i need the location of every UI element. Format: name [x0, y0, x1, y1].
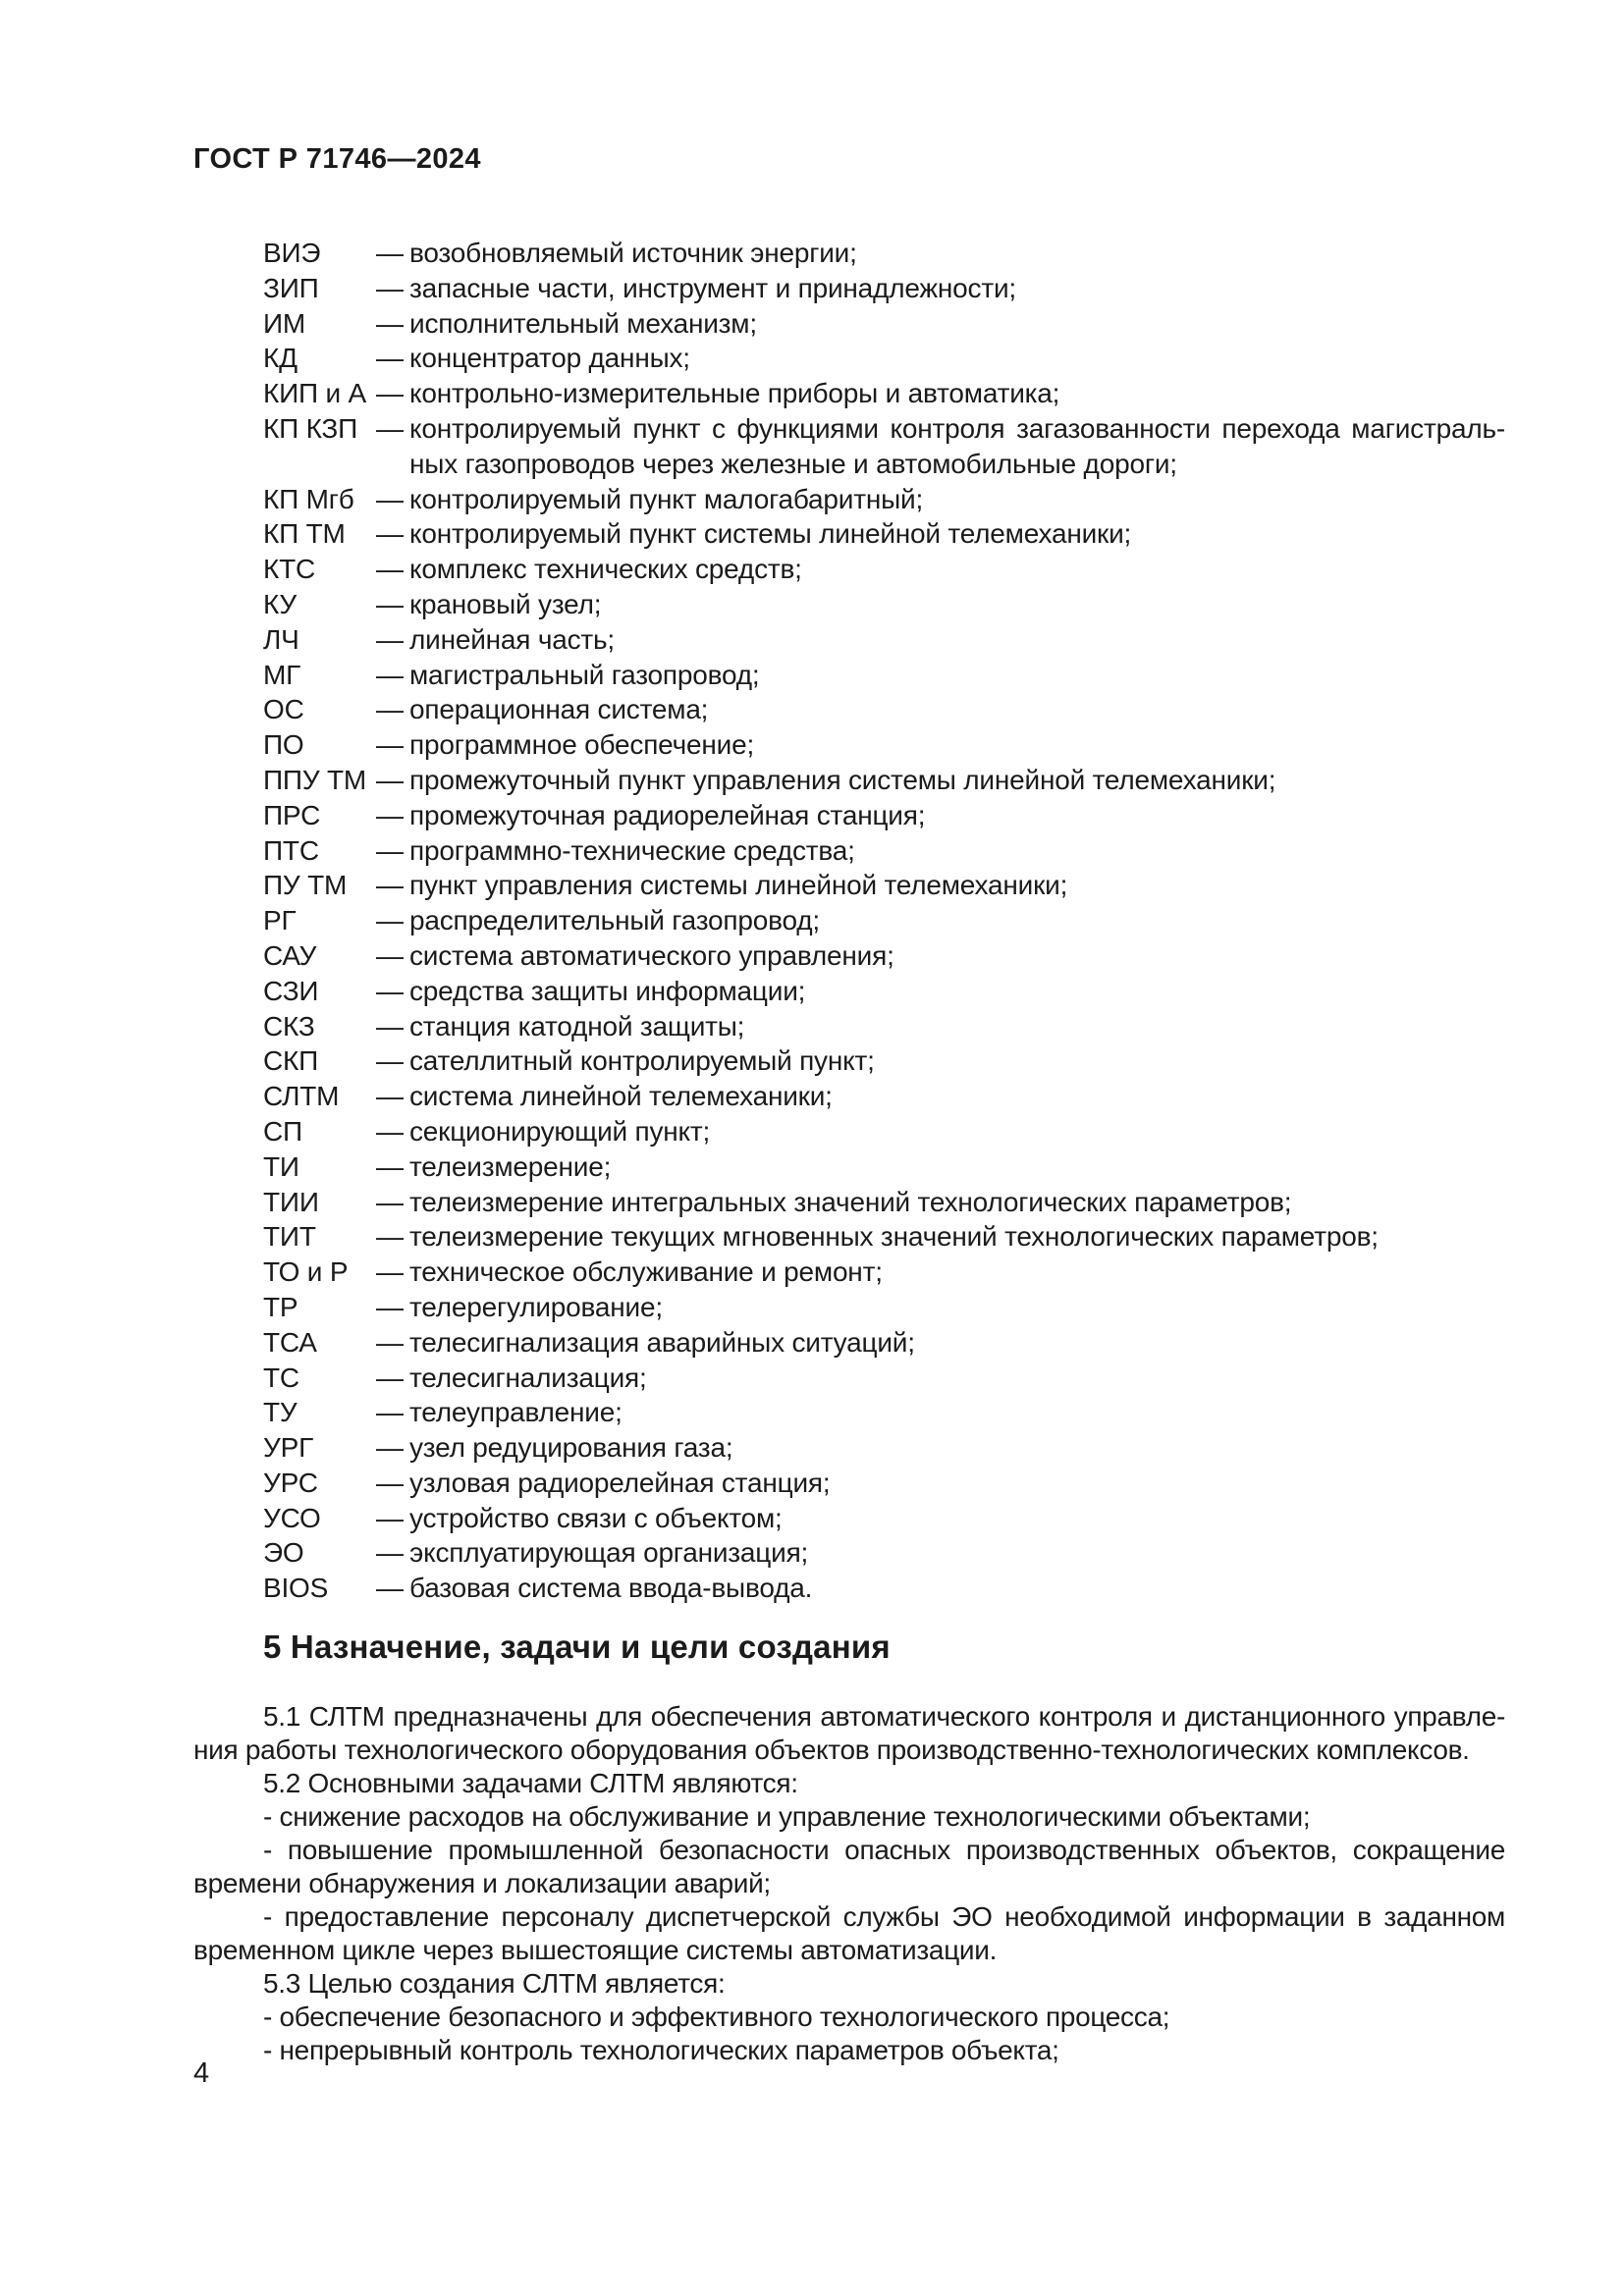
abbr-term: КП КЗП: [263, 412, 358, 444]
abbr-term: ПТС: [263, 834, 319, 866]
paragraph-line: 5.2 Основными задачами СЛТМ являются:: [263, 1768, 798, 1798]
abbr-dash: —: [376, 1573, 404, 1604]
abbr-definition: узел редуцирования газа;: [409, 1432, 733, 1464]
abbr-term: САУ: [263, 939, 317, 971]
abbr-term: КП ТМ: [263, 518, 346, 550]
abbreviation-row: [193, 1149, 1505, 1185]
abbr-dash: —: [376, 518, 404, 550]
abbr-term: УСО: [263, 1502, 321, 1533]
abbreviation-row: [193, 622, 1505, 658]
abbr-definition: распределительный газопровод;: [409, 905, 820, 936]
section-heading: 5 Назначение, задачи и цели создания: [263, 1629, 891, 1665]
abbr-definition: крановый узел;: [409, 588, 602, 619]
abbr-term: ЗИП: [263, 272, 319, 303]
abbr-dash: —: [376, 307, 404, 339]
abbreviation-list: [193, 236, 1505, 1606]
abbr-term: ТУ: [263, 1397, 298, 1428]
abbr-dash: —: [376, 378, 404, 409]
abbr-dash: —: [376, 1432, 404, 1464]
abbr-dash: —: [376, 1186, 404, 1217]
abbr-definition: магистральный газопровод;: [409, 659, 760, 690]
abbr-dash: —: [376, 1537, 404, 1569]
abbreviation-row: [193, 516, 1505, 552]
abbr-term: ТИИ: [263, 1186, 319, 1217]
abbr-definition-line: ных газопроводов через железные и автомобильные дороги;: [409, 448, 1177, 479]
abbr-definition: эксплуатирующая организация;: [409, 1537, 809, 1569]
abbreviation-row: [193, 833, 1505, 869]
abbreviation-row: [193, 1535, 1505, 1571]
abbr-dash: —: [376, 975, 404, 1006]
abbr-definition: операционная система;: [409, 694, 709, 725]
abbreviation-row: [193, 587, 1505, 622]
abbr-dash: —: [376, 623, 404, 655]
abbr-definition: узловая радиорелейная станция;: [409, 1467, 831, 1498]
paragraph-line: - предоставление персоналу диспетчерской службы ЭО необходимой информации в заданном: [263, 1901, 1505, 1932]
abbreviation-row: [193, 306, 1505, 342]
abbr-term: КП Мгб: [263, 483, 354, 514]
abbr-dash: —: [376, 1397, 404, 1428]
abbr-dash: —: [376, 659, 404, 690]
paragraph-line: времени обнаружения и локализации аварий;: [193, 1868, 771, 1898]
abbr-definition: телесигнализация аварийных ситуаций;: [409, 1326, 915, 1358]
abbr-term: ППУ ТМ: [263, 764, 367, 795]
abbreviation-row: [193, 271, 1505, 306]
abbr-dash: —: [376, 1362, 404, 1393]
abbr-definition: [409, 411, 1505, 482]
abbr-dash: —: [376, 1081, 404, 1112]
abbreviation-row: [193, 1255, 1505, 1290]
abbr-dash: —: [376, 1291, 404, 1322]
abbr-term: КД: [263, 343, 298, 374]
abbr-definition: пункт управления системы линейной телемеханики;: [409, 870, 1068, 901]
abbr-definition: система линейной телемеханики;: [409, 1081, 833, 1112]
abbr-dash: —: [376, 238, 404, 268]
abbreviation-row: [193, 482, 1505, 517]
paragraph-line: - повышение промышленной безопасности опасных производственных объектов, сокращение: [263, 1835, 1505, 1865]
abbr-definition: промежуточный пункт управления системы линейной телемеханики;: [409, 764, 1276, 795]
abbr-dash: —: [376, 870, 404, 901]
abbr-term: ЛЧ: [263, 623, 299, 655]
abbr-definition: контрольно-измерительные приборы и автоматика;: [409, 378, 1060, 409]
abbr-dash: —: [376, 272, 404, 303]
abbreviation-row: [193, 692, 1505, 727]
abbr-term: ТИТ: [263, 1221, 316, 1253]
abbr-definition: станция катодной защиты;: [409, 1010, 745, 1041]
abbreviation-row: [193, 1219, 1505, 1255]
abbr-term: КИП и А: [263, 378, 367, 409]
abbr-definition: телеизмерение текущих мгновенных значений технологических параметров;: [409, 1221, 1379, 1253]
abbr-dash: —: [376, 1326, 404, 1358]
abbreviation-row: [193, 1079, 1505, 1114]
paragraph-line: - снижение расходов на обслуживание и управление технологическими объектами;: [263, 1801, 1311, 1832]
abbr-term: УРС: [263, 1467, 318, 1498]
abbr-definition: устройство связи с объектом;: [409, 1502, 783, 1533]
abbreviation-row: [193, 974, 1505, 1009]
abbr-term: СКП: [263, 1045, 319, 1077]
paragraph-line: 5.1 СЛТМ предназначены для обеспечения автоматического контроля и дистанционного управле-: [263, 1701, 1505, 1732]
abbr-term: ТО и Р: [263, 1256, 349, 1288]
abbr-term: ПРС: [263, 799, 321, 830]
abbr-dash: —: [376, 1256, 404, 1288]
abbr-dash: —: [376, 834, 404, 866]
abbr-definition: запасные части, инструмент и принадлежности;: [409, 272, 1017, 303]
abbreviation-row: [193, 798, 1505, 833]
abbr-term: ТИ: [263, 1150, 299, 1182]
page-number: 4: [193, 2057, 210, 2089]
abbr-definition: базовая система ввода-вывода.: [409, 1573, 813, 1604]
abbr-definition: программно-технические средства;: [409, 834, 855, 866]
abbr-definition: контролируемый пункт малогабаритный;: [409, 483, 924, 514]
abbr-dash: —: [376, 764, 404, 795]
paragraph-line: временном цикле через вышестоящие системы автоматизации.: [193, 1935, 998, 1965]
abbr-term: ИМ: [263, 307, 306, 339]
abbreviation-row: [193, 1501, 1505, 1536]
abbr-dash: —: [376, 1502, 404, 1533]
abbreviation-row: [193, 1114, 1505, 1149]
abbr-definition: телеизмерение;: [409, 1150, 612, 1182]
paragraph-line: - непрерывный контроль технологических параметров объекта;: [263, 2035, 1059, 2065]
abbr-definition: система автоматического управления;: [409, 939, 894, 971]
abbr-dash: —: [376, 483, 404, 514]
abbr-definition: линейная часть;: [409, 623, 615, 655]
abbreviation-row: [193, 1430, 1505, 1466]
abbr-term: УРГ: [263, 1432, 314, 1464]
abbr-term: МГ: [263, 659, 301, 690]
abbr-term: КТС: [263, 554, 316, 585]
abbr-definition: возобновляемый источник энергии;: [409, 238, 857, 268]
abbr-definition: комплекс технических средств;: [409, 554, 802, 585]
paragraph-line: - обеспечение безопасного и эффективного технологического процесса;: [263, 2002, 1170, 2032]
abbr-dash: —: [376, 554, 404, 585]
abbreviation-row: [193, 727, 1505, 763]
abbr-dash: —: [376, 343, 404, 374]
abbreviation-row: [193, 1290, 1505, 1325]
section-body: [193, 1700, 1505, 2067]
abbreviation-row: [193, 1395, 1505, 1430]
abbr-dash: —: [376, 1115, 404, 1147]
abbreviation-row: [193, 411, 1505, 482]
abbr-definition: контролируемый пункт системы линейной телемеханики;: [409, 518, 1132, 550]
abbr-definition: промежуточная радиорелейная станция;: [409, 799, 926, 830]
abbr-dash: —: [376, 694, 404, 725]
abbr-term: ТР: [263, 1291, 298, 1322]
abbr-dash: —: [376, 1221, 404, 1253]
abbr-definition-line: контролируемый пункт с функциями контроля загазованности перехода магистраль-: [409, 412, 1505, 444]
abbr-definition: сателлитный контролируемый пункт;: [409, 1045, 875, 1077]
abbreviation-row: [193, 1361, 1505, 1396]
abbr-term: ПО: [263, 729, 304, 761]
abbreviation-row: [193, 1185, 1505, 1220]
abbr-definition: телесигнализация;: [409, 1362, 647, 1393]
abbr-dash: —: [376, 799, 404, 830]
abbr-dash: —: [376, 729, 404, 761]
abbreviation-row: [193, 903, 1505, 938]
abbr-term: ЭО: [263, 1537, 304, 1569]
abbr-dash: —: [376, 1150, 404, 1182]
abbr-term: ТСА: [263, 1326, 317, 1358]
abbr-dash: —: [376, 939, 404, 971]
abbr-term: РГ: [263, 905, 297, 936]
abbreviation-row: [193, 1009, 1505, 1044]
paragraph-line: 5.3 Целью создания СЛТМ является:: [263, 1968, 726, 1999]
abbreviation-row: [193, 236, 1505, 271]
abbr-term: КУ: [263, 588, 298, 619]
abbr-dash: —: [376, 905, 404, 936]
abbr-definition: концентратор данных;: [409, 343, 690, 374]
abbr-definition: программное обеспечение;: [409, 729, 755, 761]
abbr-term: ОС: [263, 694, 304, 725]
abbr-dash: —: [376, 1467, 404, 1498]
abbreviation-row: [193, 552, 1505, 587]
abbreviation-row: [193, 1466, 1505, 1501]
abbr-term: СЗИ: [263, 975, 319, 1006]
paragraph-line: ния работы технологического оборудования объектов производственно-технологических комплексов.: [193, 1735, 1470, 1765]
abbr-definition: телеуправление;: [409, 1397, 623, 1428]
abbr-dash: —: [376, 1010, 404, 1041]
abbr-term: СЛТМ: [263, 1081, 340, 1112]
abbreviation-row: [193, 1043, 1505, 1079]
abbreviation-row: [193, 376, 1505, 411]
abbr-term: ПУ ТМ: [263, 870, 348, 901]
running-header: ГОСТ Р 71746—2024: [193, 143, 481, 175]
abbreviation-row: [193, 938, 1505, 974]
abbr-definition: средства защиты информации;: [409, 975, 806, 1006]
abbreviation-row: [193, 763, 1505, 798]
abbr-definition: телеизмерение интегральных значений технологических параметров;: [409, 1186, 1292, 1217]
abbreviation-row: [193, 868, 1505, 903]
abbr-term: ВИЭ: [263, 238, 321, 268]
abbr-term: СП: [263, 1115, 302, 1147]
abbr-term: СКЗ: [263, 1010, 315, 1041]
abbreviation-row: [193, 1325, 1505, 1361]
abbr-term: BIOS: [263, 1573, 329, 1604]
abbreviation-row: [193, 658, 1505, 693]
abbr-definition: секционирующий пункт;: [409, 1115, 711, 1147]
abbr-definition: телерегулирование;: [409, 1291, 663, 1322]
abbreviation-row: [193, 341, 1505, 376]
abbr-term: ТС: [263, 1362, 299, 1393]
abbr-dash: —: [376, 1045, 404, 1077]
abbr-dash: —: [376, 412, 404, 444]
abbr-dash: —: [376, 588, 404, 619]
abbr-definition: техническое обслуживание и ремонт;: [409, 1256, 883, 1288]
abbreviation-row: [193, 1571, 1505, 1606]
abbr-definition: исполнительный механизм;: [409, 307, 757, 339]
